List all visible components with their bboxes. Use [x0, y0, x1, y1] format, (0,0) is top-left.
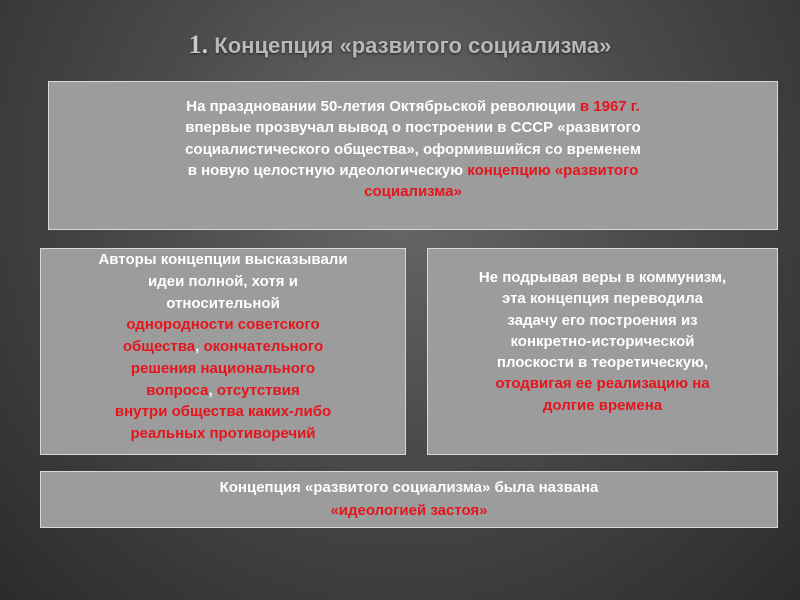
intro-line-4	[109, 160, 717, 181]
intro-year-highlight: в 1967 г.	[579, 98, 640, 115]
intro-line-1-text: На праздновании 50-летия Октябрьской революции	[186, 98, 580, 115]
authors-question-highlight: вопроса	[146, 381, 209, 399]
intro-concept-highlight: концепцию «развитого	[467, 161, 639, 179]
effect-line-2: эта концепция переводила	[502, 290, 703, 308]
authors-society-highlight: общества	[122, 338, 196, 355]
concept-effect-box	[427, 248, 778, 455]
intro-line-3: социалистического общества», оформившийся со временем	[185, 140, 641, 158]
authors-line-1: Авторы концепции высказывали	[98, 251, 348, 268]
effect-line-4: конкретно-исторической	[510, 332, 695, 350]
intro-line-2: впервые прозвучал вывод о построении в СССР «развитого	[185, 119, 641, 137]
authors-comma-2: ,	[208, 381, 217, 399]
authors-absence-highlight: отсутствия	[216, 381, 300, 399]
authors-line-5	[47, 336, 399, 358]
intro-line-4-text: в новую целостную идеологическую	[187, 161, 468, 179]
conclusion-box	[40, 471, 778, 528]
conclusion-line-1: Концепция «развитого социализма» была названа	[219, 479, 599, 496]
authors-line-8: внутри общества каких-либо	[114, 403, 332, 421]
intro-box	[48, 81, 778, 230]
effect-line-7: долгие времена	[542, 396, 663, 414]
authors-final-highlight: окончательного	[203, 338, 324, 355]
title-number: 1.	[188, 30, 209, 59]
effect-line-1: Не подрывая веры в коммунизм,	[478, 269, 727, 286]
slide-title	[0, 30, 800, 60]
authors-line-3: относительной	[166, 294, 280, 312]
title-text: Концепция «развитого социализма»	[214, 33, 612, 58]
authors-line-4: однородности советского	[126, 316, 320, 334]
effect-line-6: отодвигая ее реализацию на	[495, 375, 710, 393]
authors-line-6: решения национального	[130, 359, 316, 377]
authors-line-2: идеи полной, хотя и	[148, 272, 298, 290]
conclusion-line-2: «идеологией застоя»	[330, 501, 488, 519]
authors-comma-1: ,	[195, 338, 204, 355]
effect-line-5: плоскости в теоретическую,	[496, 354, 709, 372]
authors-line-9: реальных противоречий	[130, 425, 316, 442]
authors-box	[40, 248, 406, 455]
intro-line-5: социализма»	[364, 183, 462, 201]
effect-line-3: задачу его построения из	[507, 311, 698, 329]
intro-line-1	[109, 96, 717, 117]
authors-line-7	[47, 380, 399, 402]
